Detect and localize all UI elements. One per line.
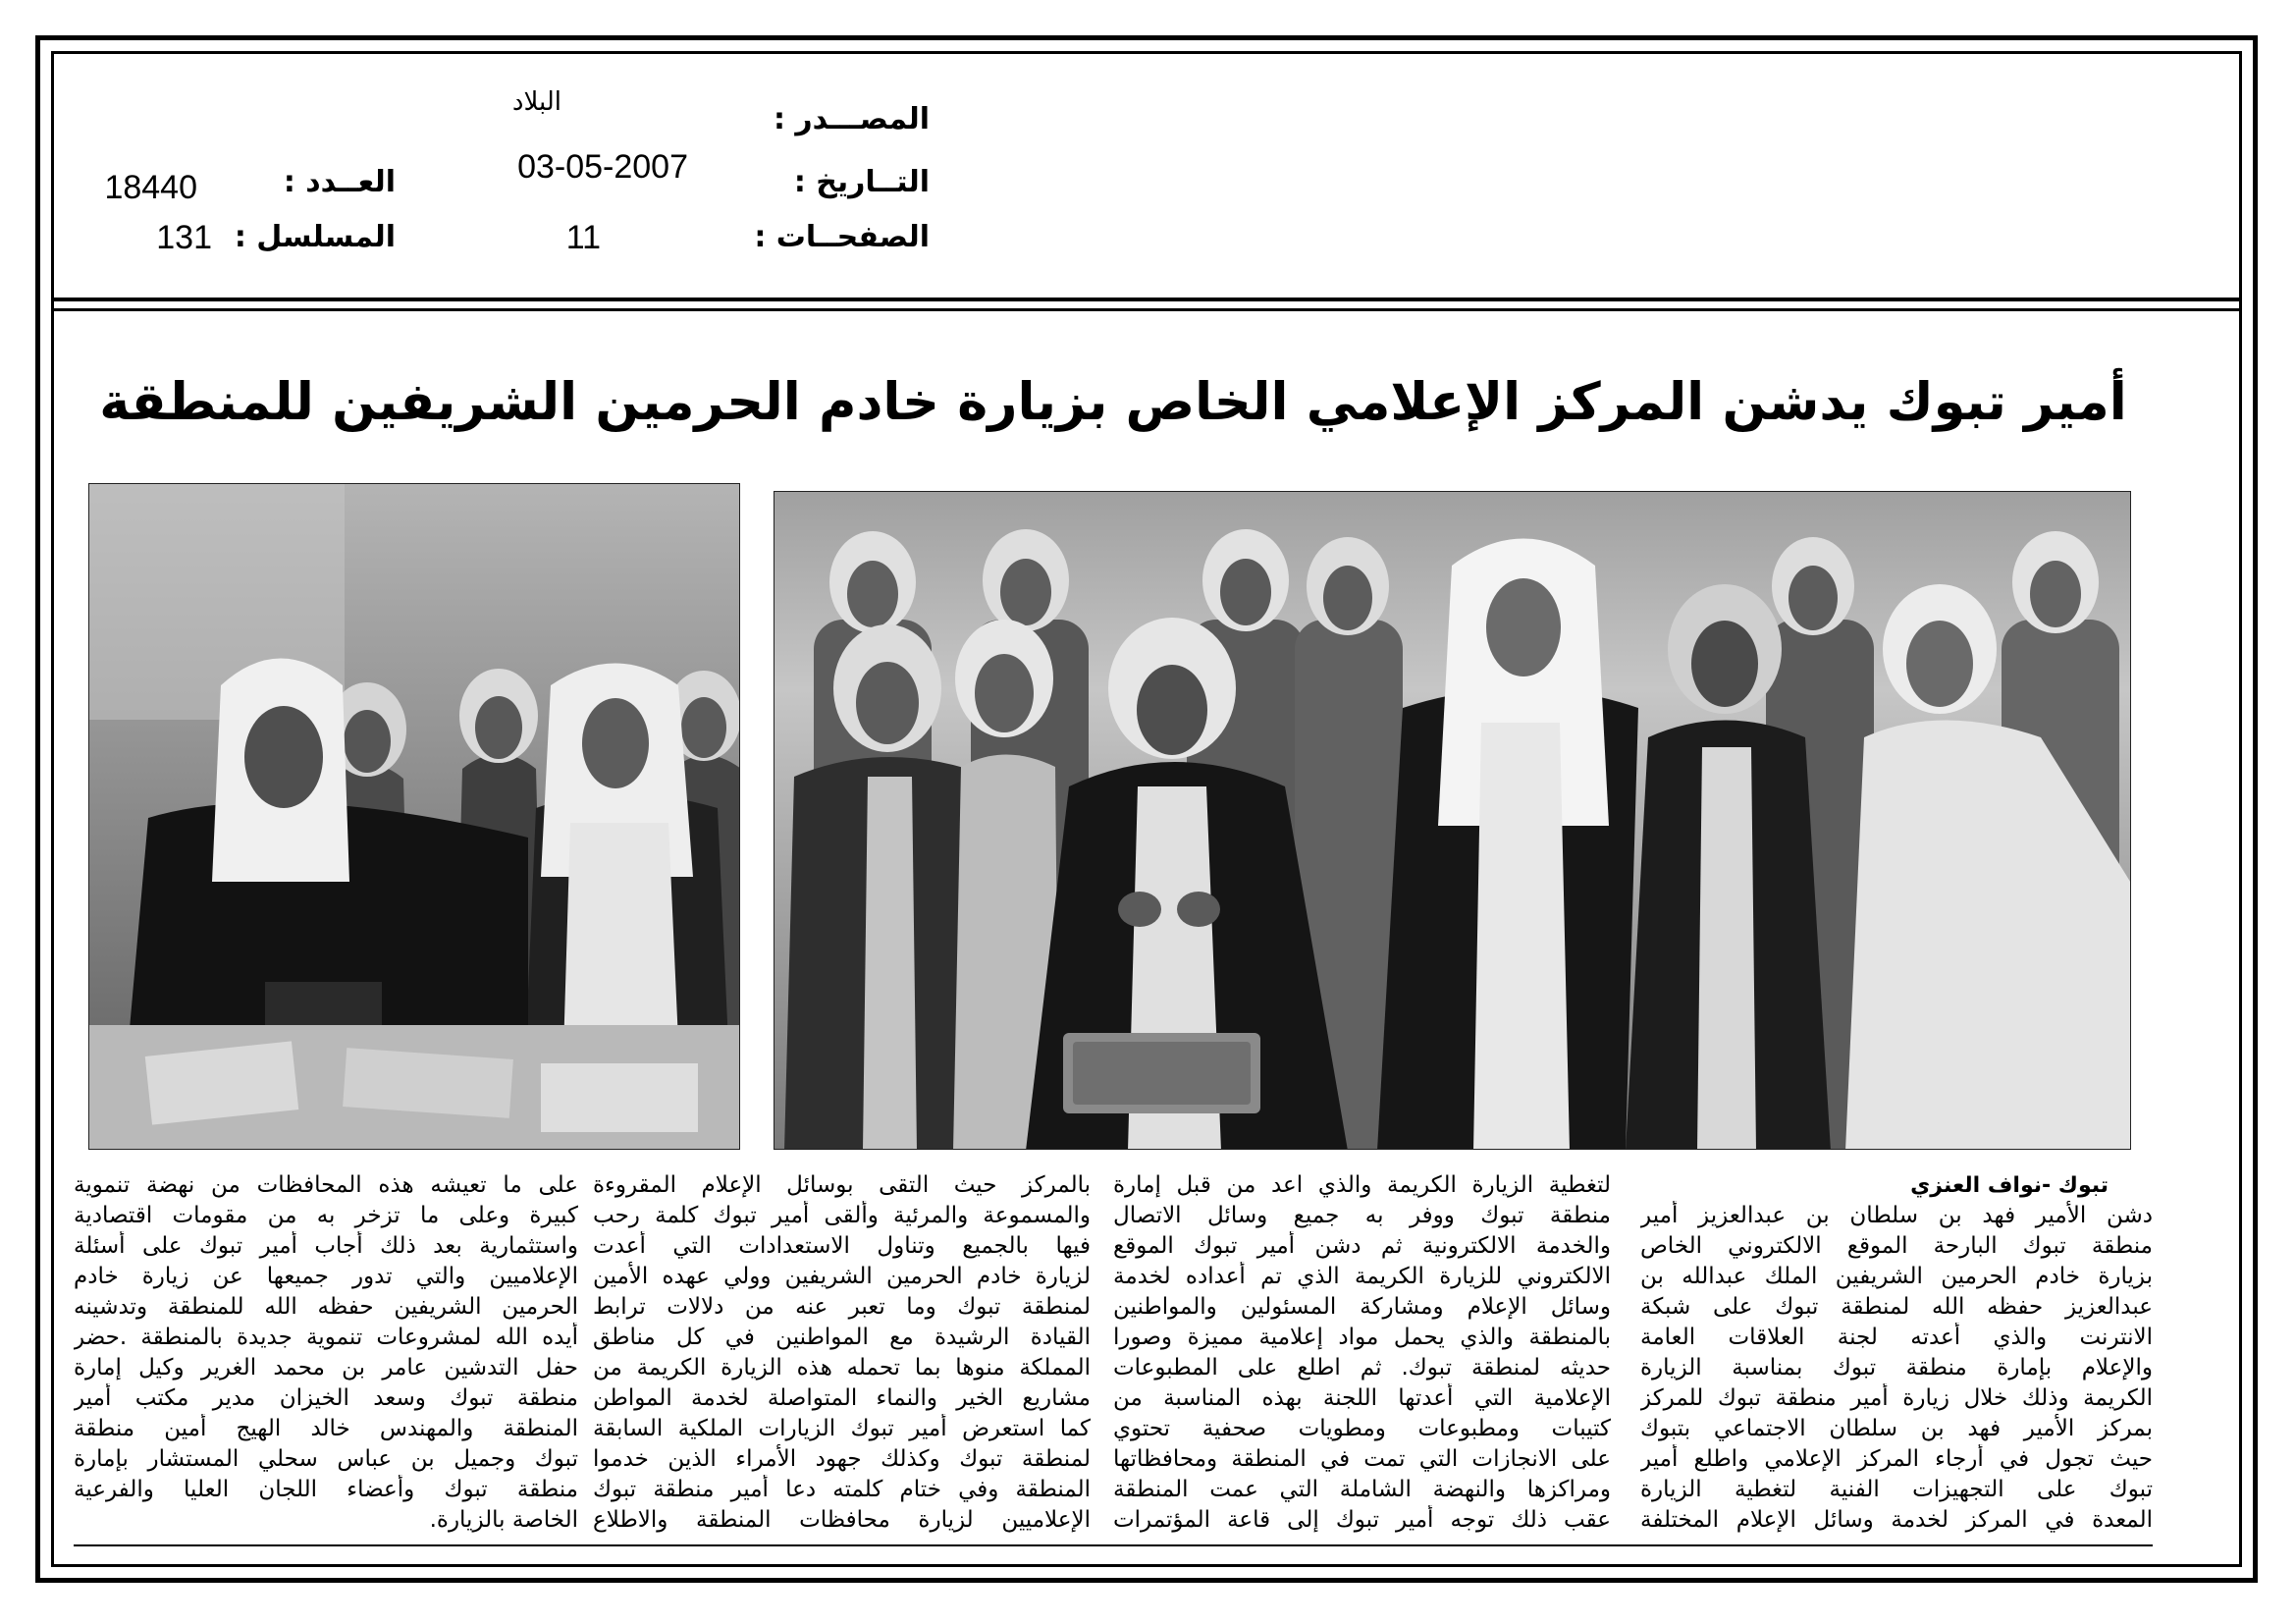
body-line: كتيبات ومطبوعات ومطويات صحفية تحتوي [1113, 1416, 1611, 1441]
body-line: بالمنطقة والذي يحمل مواد إعلامية مميزة وصورا [1113, 1325, 1611, 1350]
body-line: حفل التدشين عامر بن محمد الغرير وكيل إمارة [74, 1355, 578, 1380]
body-line: بمركز الأمير فهد بن سلطان الاجتماعي بتبوك [1640, 1416, 2153, 1441]
body-line: بزيارة خادم الحرمين الشريفين الملك عبدالله بن [1640, 1264, 2153, 1289]
body-line: لزيارة خادم الحرمين الشريفين وولي عهده الأمين [593, 1264, 1091, 1289]
photo-left-image [89, 484, 740, 1150]
body-line: أيده الله لمشروعات تنموية جديدة بالمنطقة .حضر [74, 1325, 578, 1350]
photo-right-image [774, 492, 2131, 1150]
body-line: الإعلاميين لزيارة محافظات المنطقة والاطلاع [593, 1507, 1091, 1533]
body-line: لتغطية الزيارة الكريمة والذي اعد من قبل إمارة [1113, 1172, 1611, 1198]
body-line: على ما تعيشه هذه المحافظات من نهضة تنموية [74, 1172, 578, 1198]
serial-label: المسلسل : [234, 220, 396, 254]
pages-value: 11 [565, 219, 601, 256]
header-divider [51, 298, 2242, 301]
pages-label: الصفحــات : [754, 220, 930, 254]
body-line: كما استعرض أمير تبوك الزيارات الملكية السابقة [593, 1416, 1091, 1441]
body-line: والمسموعة والمرئية وألقى أمير تبوك كلمة رحب [593, 1203, 1091, 1228]
laptop [1063, 1033, 1260, 1113]
body-line: لمنطقة تبوك وكذلك جهود الأمراء الذين خدموا [593, 1446, 1091, 1472]
headline: أمير تبوك يدشن المركز الإعلامي الخاص بزيارة خادم الحرمين الشريفين للمنطقة [99, 372, 2127, 432]
body-line: منطقة تبوك وأعضاء اللجان العليا والفرعية [74, 1477, 578, 1502]
article-column-2 [1113, 1170, 1611, 1536]
body-line: مشاريع الخير والنماء المتواصلة لخدمة المواطن [593, 1385, 1091, 1411]
body-line: تبوك على التجهيزات الفنية لتغطية الزيارة [1640, 1477, 2153, 1502]
body-line: حيث تجول في أرجاء المركز الإعلامي واطلع أمير [1640, 1446, 2153, 1472]
body-line: منطقة تبوك البارحة الموقع الالكتروني الخاص [1640, 1233, 2153, 1259]
body-line: على الانجازات التي تمت في المنطقة ومحافظاتها [1113, 1446, 1611, 1472]
body-line: كبيرة وعلى ما تزخر به من مقومات اقتصادية [74, 1203, 578, 1228]
body-line: تبوك وجميل بن عباس سحلي المستشار بإمارة [74, 1446, 578, 1472]
article-column-4 [74, 1170, 578, 1536]
body-line: والإعلام بإمارة منطقة تبوك بمناسبة الزيارة [1640, 1355, 2153, 1380]
source-value: البلاد [511, 87, 561, 117]
body-line: والخدمة الالكترونية ثم دشن أمير تبوك الموقع [1113, 1233, 1611, 1259]
source-label: المصـــدر : [773, 102, 930, 136]
article-column-1 [1640, 1170, 2153, 1536]
body-line: بالمركز حيث التقى بوسائل الإعلام المقروءة [593, 1172, 1091, 1198]
body-line: الكريمة وذلك خلال زيارة أمير منطقة تبوك للمركز [1640, 1385, 2153, 1411]
body-line: المنطقة وفي ختام كلمته دعا أمير منطقة تبوك [593, 1477, 1091, 1502]
header-divider-secondary [51, 308, 2242, 311]
body-line: وسائل الإعلام ومشاركة المسئولين والمواطنين [1113, 1294, 1611, 1320]
body-line: الانترنت والذي أعدته لجنة العلاقات العامة [1640, 1325, 2153, 1350]
body-line: منطقة تبوك ووفر به جميع وسائل الاتصال [1113, 1203, 1611, 1228]
body-line: المملكة منوها بما تحمله هذه الزيارة الكريمة من [593, 1355, 1091, 1380]
serial-value: 131 [156, 219, 212, 256]
body-line: ومراكزها والنهضة الشاملة التي عمت المنطقة [1113, 1477, 1611, 1502]
body-line: الالكتروني للزيارة الكريمة الذي تم أعداده لخدمة [1113, 1264, 1611, 1289]
date-label: التــاريخ : [793, 165, 930, 199]
photo-left [88, 483, 740, 1150]
body-line: عقب ذلك توجه أمير تبوك إلى قاعة المؤتمرات [1113, 1507, 1611, 1533]
body-line: الحرمين الشريفين حفظه الله للمنطقة وتدشينه [74, 1294, 578, 1320]
body-line: فيها بالجميع وتناول الاستعدادات التي أعدت [593, 1233, 1091, 1259]
body-line: المعدة في المركز لخدمة وسائل الإعلام المختلفة [1640, 1507, 2153, 1533]
body-line: القيادة الرشيدة مع المواطنين في كل مناطق [593, 1325, 1091, 1350]
body-line: واستثمارية بعد ذلك أجاب أمير تبوك على أسئلة [74, 1233, 578, 1259]
date-value: 03-05-2007 [517, 148, 688, 186]
body-line: الإعلامية التي أعدتها اللجنة بهذه المناسبة من [1113, 1385, 1611, 1411]
body-line: الخاصة بالزيارة. [429, 1507, 578, 1533]
body-line: دشن الأمير فهد بن سلطان بن عبدالعزيز أمير [1640, 1203, 2153, 1228]
body-line: المنطقة والمهندس خالد الهيج أمين منطقة [74, 1416, 578, 1441]
body-line: حديثه لمنطقة تبوك. ثم اطلع على المطبوعات [1113, 1355, 1611, 1380]
byline: تبوك -نواف العنزي [1910, 1173, 2109, 1198]
article-column-3 [593, 1170, 1091, 1536]
body-line: لمنطقة تبوك وما تعبر عنه من دلالات ترابط [593, 1294, 1091, 1320]
article-bottom-rule [74, 1544, 2153, 1546]
photo-right [774, 491, 2131, 1150]
body-line: عبدالعزيز حفظه الله لمنطقة تبوك على شبكة [1640, 1294, 2153, 1320]
issue-label: العــدد : [283, 165, 396, 199]
issue-value: 18440 [104, 169, 197, 206]
body-line: الإعلاميين والتي تدور جميعها عن زيارة خادم [74, 1264, 578, 1289]
body-line: منطقة تبوك وسعد الخيزان مدير مكتب أمير [74, 1385, 578, 1411]
